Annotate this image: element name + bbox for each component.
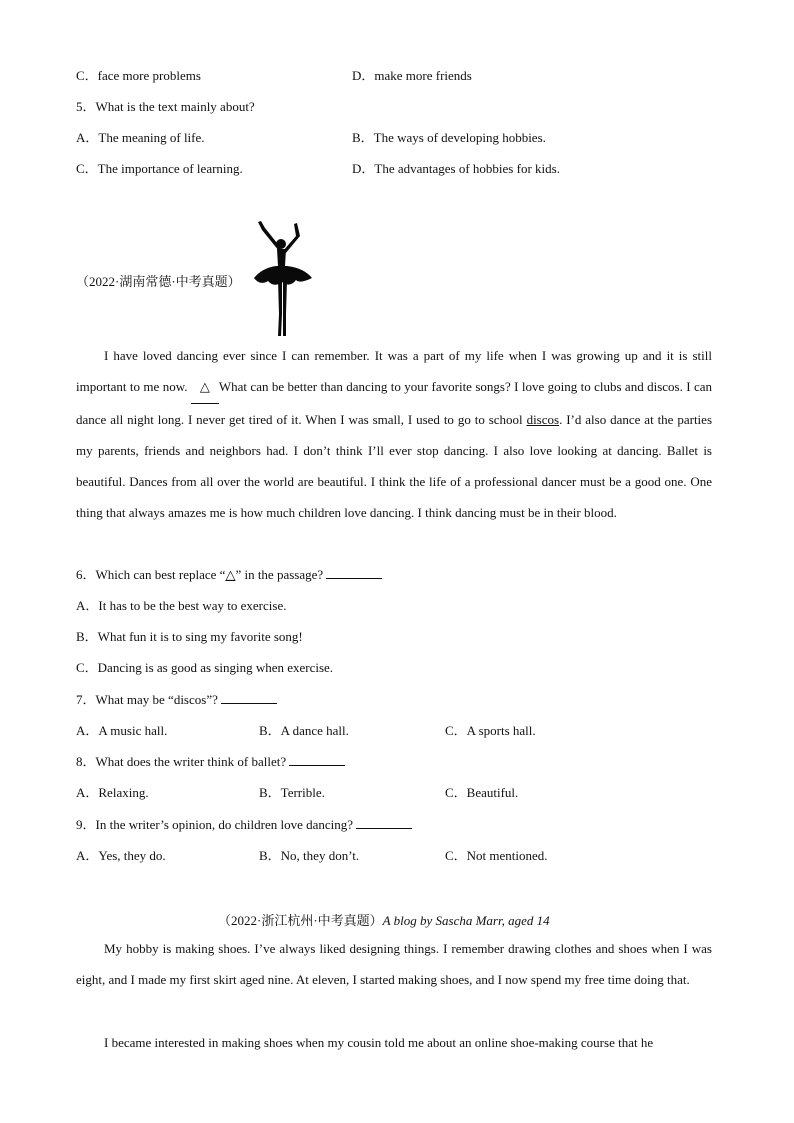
passage3-p1-text: My hobby is making shoes. I’ve always liked designing things. I remember drawing clothes and shoes when I was eight, and I made my first skirt aged nine. At eleven, I started making shoes, and I now spend my free time doing that.	[76, 941, 712, 988]
q7-option-b[interactable]: B．A dance hall.	[259, 723, 349, 738]
q7-option-a[interactable]: A．A music hall.	[76, 723, 168, 738]
q8-answer-blank[interactable]	[289, 754, 345, 766]
q6-answer-blank[interactable]	[326, 567, 382, 579]
passage2-paragraph	[76, 340, 712, 529]
passage3-header	[218, 910, 550, 929]
passage2-text-1: I have loved dancing ever since I can remember. It was a part of my life when I was growing up and it is still important to me now.	[76, 348, 712, 395]
q7-question	[76, 692, 277, 708]
q7-answer-blank[interactable]	[221, 692, 277, 704]
q7-option-c[interactable]: C．A sports hall.	[445, 723, 536, 738]
passage2-blank-marker: △	[191, 371, 219, 403]
q6-question-pre: 6．Which can best replace “	[76, 567, 226, 582]
q6-option-b[interactable]: B．What fun it is to sing my favorite song!	[76, 629, 303, 644]
q6-question-post: ” in the passage?	[235, 567, 324, 582]
q6-question	[76, 567, 382, 583]
passage2-underlined-word: discos	[526, 411, 560, 427]
q9-option-c[interactable]: C．Not mentioned.	[445, 848, 548, 863]
q5-option-d[interactable]: D．The advantages of hobbies for kids.	[352, 161, 560, 176]
q6-option-a[interactable]: A．It has to be the best way to exercise.	[76, 598, 287, 613]
q8-question-text: 8．What does the writer think of ballet?	[76, 754, 287, 769]
passage2-text-3: . I’d also dance at the parties my parents, friends and neighbors had. I don’t think I’ll ever stop dancing. I also love looking at dancing. Ballet is beautiful. Dances from all over the world are beautiful. I think the life of a professional dancer must be a good one. One thing that always amazes me is how much children love dancing. I think dancing must be in their blood.	[76, 411, 712, 521]
q5-option-c[interactable]: C．The importance of learning.	[76, 161, 243, 176]
q7-question-text: 7．What may be “discos”?	[76, 692, 218, 707]
q9-question	[76, 817, 412, 833]
q9-question-text: 9．In the writer’s opinion, do children love dancing?	[76, 817, 354, 832]
q5-option-a[interactable]: A．The meaning of life.	[76, 130, 205, 145]
passage3-p2-text: I became interested in making shoes when my cousin told me about an online shoe-making course that he	[104, 1035, 654, 1050]
passage3-paragraph-2	[76, 1027, 712, 1058]
q9-answer-blank[interactable]	[356, 817, 412, 829]
passage3-paragraph-1	[76, 933, 712, 996]
passage2-source: （2022·湖南常德·中考真题）	[76, 274, 241, 289]
ballerina-silhouette-icon	[252, 218, 314, 340]
q6-question-mark: △	[225, 567, 236, 582]
q4-option-d[interactable]: D．make more friends	[352, 68, 472, 83]
q8-question	[76, 754, 345, 770]
passage3-source: （2022·浙江杭州·中考真题）	[218, 913, 383, 928]
q9-option-a[interactable]: A．Yes, they do.	[76, 848, 166, 863]
q8-option-a[interactable]: A．Relaxing.	[76, 785, 149, 800]
q6-option-c[interactable]: C．Dancing is as good as singing when exercise.	[76, 660, 334, 675]
q5-option-b[interactable]: B．The ways of developing hobbies.	[352, 130, 546, 145]
q8-option-b[interactable]: B．Terrible.	[259, 785, 325, 800]
passage3-title: A blog by Sascha Marr, aged 14	[382, 913, 550, 928]
q5-question: 5．What is the text mainly about?	[76, 99, 255, 114]
q9-option-b[interactable]: B．No, they don’t.	[259, 848, 360, 863]
passage2-text-2: What can be better than dancing to your favorite songs? I love going to clubs and discos. I can dance all night long. I never get tired of it. When I was small, I used to go to school	[76, 379, 712, 427]
q8-option-c[interactable]: C．Beautiful.	[445, 785, 519, 800]
q4-option-c[interactable]: C．face more problems	[76, 68, 201, 83]
